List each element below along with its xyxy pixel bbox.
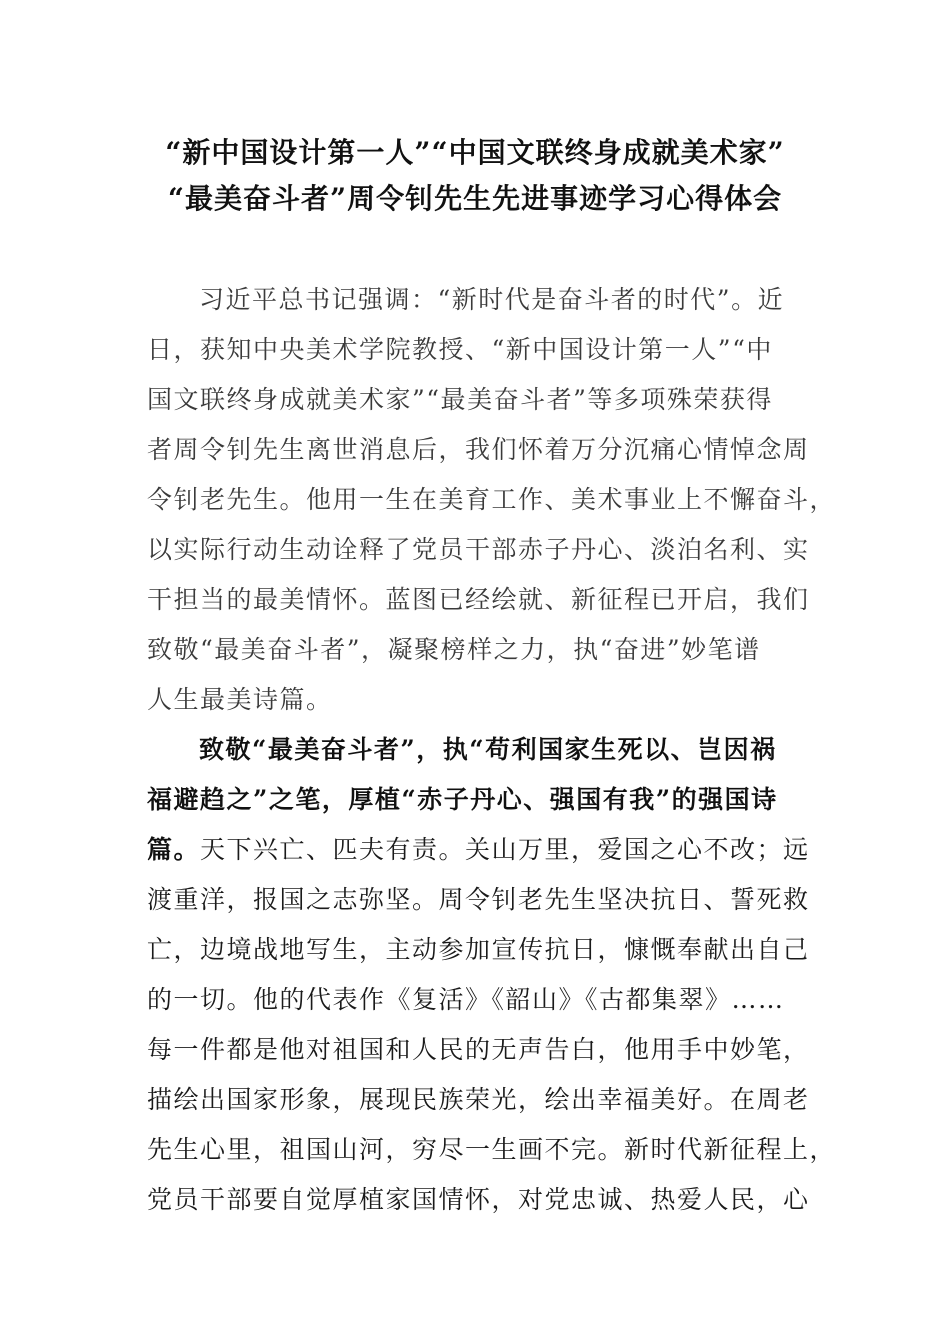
paragraph-1-line: 日，获知中央美术学院教授、“新中国设计第一人”“中 [147, 335, 773, 364]
paragraph-2-line: 每一件都是他对祖国和人民的无声告白，他用手中妙笔， [147, 1035, 810, 1064]
paragraph-2-line: 先生心里，祖国山河，穷尽一生画不完。新时代新征程上， [147, 1135, 837, 1164]
title-line-2: “最美奋斗者”周令钊先生先进事迹学习心得体会 [167, 182, 783, 215]
paragraph-2-heading-line: 福避趋之”之笔，厚植“赤子丹心、强国有我”的强国诗 [147, 785, 778, 814]
document-title [100, 130, 850, 222]
paragraph-1-line: 以实际行动生动诠释了党员干部赤子丹心、淡泊名利、实 [147, 535, 810, 564]
paragraph-1 [147, 275, 837, 725]
paragraph-2-text-start: 天下兴亡、匹夫有责。关山万里，爱国之心不改；远 [200, 835, 810, 864]
title-line-1: “新中国设计第一人”“中国文联终身成就美术家” [165, 136, 785, 169]
paragraph-2 [147, 725, 837, 1225]
paragraph-2-line: 亡，边境战地写生，主动参加宣传抗日，慷慨奉献出自己 [147, 935, 810, 964]
paragraph-2-line: 渡重洋，报国之志弥坚。周令钊老先生坚决抗日、誓死救 [147, 885, 810, 914]
paragraph-1-line: 习近平总书记强调：“新时代是奋斗者的时代”。近 [199, 285, 785, 314]
paragraph-2-mixed-line [147, 825, 810, 875]
paragraph-1-line: 致敬“最美奋斗者”，凝聚榜样之力，执“奋进”妙笔谱 [147, 635, 761, 664]
paragraph-2-line: 描绘出国家形象，展现民族荣光，绘出幸福美好。在周老 [147, 1085, 810, 1114]
paragraph-2-line: 党员干部要自觉厚植家国情怀，对党忠诚、热爱人民，心 [147, 1185, 810, 1214]
paragraph-1-line: 国文联终身成就美术家”“最美奋斗者”等多项殊荣获得 [147, 385, 773, 414]
document-body [147, 275, 837, 1225]
paragraph-2-line: 的一切。他的代表作《复活》《韶山》《古都集翠》…… [147, 985, 785, 1014]
paragraph-1-line: 人生最美诗篇。 [147, 685, 333, 714]
paragraph-2-heading-line: 致敬“最美奋斗者”，执“苟利国家生死以、岂因祸 [199, 735, 777, 764]
paragraph-1-line: 者周令钊先生离世消息后，我们怀着万分沉痛心情悼念周 [147, 435, 810, 464]
paragraph-1-line: 干担当的最美情怀。蓝图已经绘就、新征程已开启，我们 [147, 585, 810, 614]
paragraph-2-heading-end: 篇。 [147, 835, 201, 864]
paragraph-1-line: 令钊老先生。他用一生在美育工作、美术事业上不懈奋斗， [147, 485, 837, 514]
